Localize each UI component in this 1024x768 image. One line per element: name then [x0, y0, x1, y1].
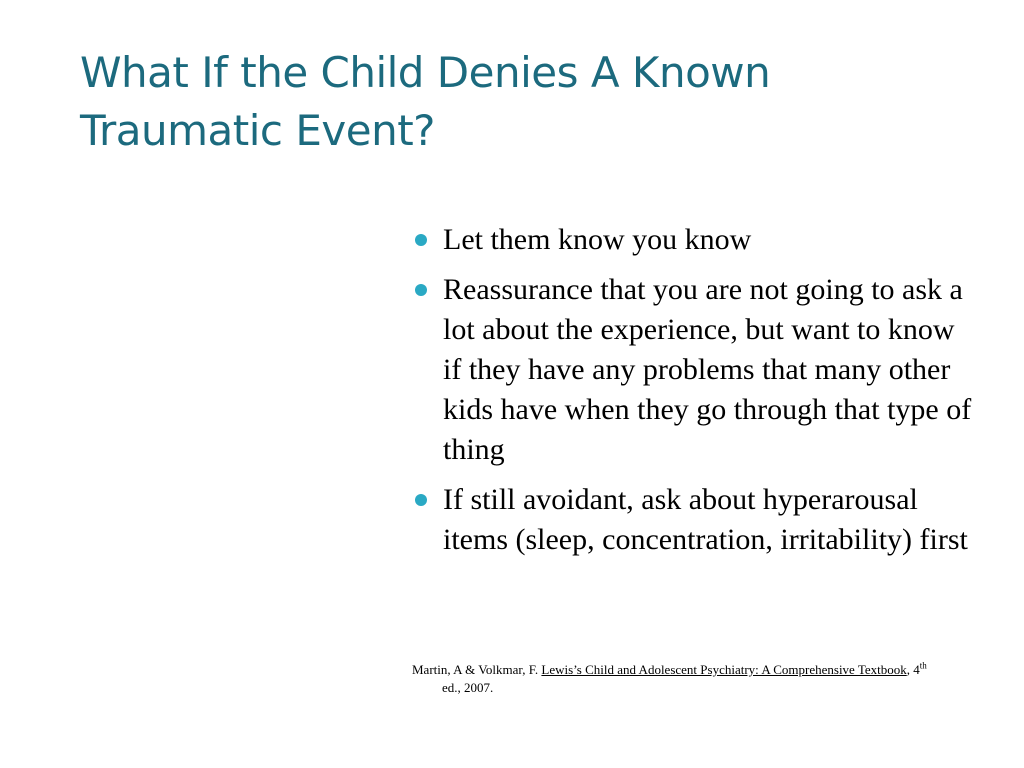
- bullet-dot-icon: [415, 494, 427, 506]
- citation-edition: , 4: [906, 662, 920, 677]
- bullet-text: Reassurance that you are not going to ask a lot about the experience, but want to know if they have any problems that many other kids have when they go through that type of thing: [443, 273, 972, 466]
- bullet-dot-icon: [415, 284, 427, 296]
- citation-authors: Martin, A & Volkmar, F.: [412, 662, 542, 677]
- slide-title-line-1: What If the Child Denies A Known: [80, 48, 771, 97]
- citation-edition-superscript: th: [919, 660, 927, 671]
- bullet-text: If still avoidant, ask about hyperarousal items (sleep, concentration, irritability) first: [443, 483, 968, 556]
- bullet-item: [412, 220, 972, 260]
- slide-title: [80, 44, 980, 160]
- bullet-item: [412, 270, 972, 470]
- bullet-list: [412, 220, 972, 570]
- bullet-text: Let them know you know: [443, 223, 752, 256]
- citation-book-title: Lewis’s Child and Adolescent Psychiatry: A Comprehensive Textbook: [541, 662, 907, 677]
- bullet-item: [412, 480, 972, 560]
- bullet-dot-icon: [415, 234, 427, 246]
- citation: [412, 661, 942, 697]
- slide-title-line-2: Traumatic Event?: [80, 106, 435, 155]
- citation-edition-rest: ed., 2007.: [442, 680, 494, 695]
